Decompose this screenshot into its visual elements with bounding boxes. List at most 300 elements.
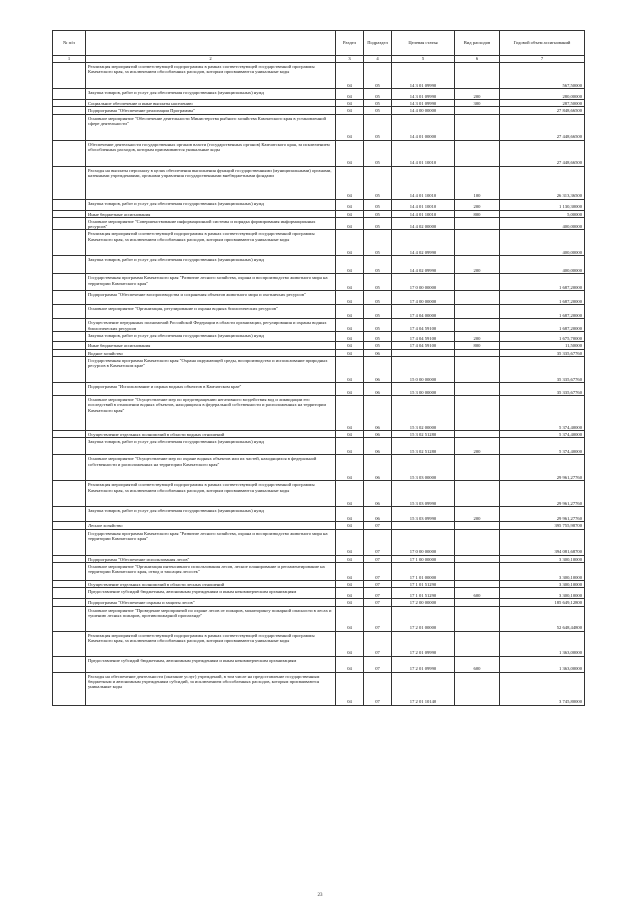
- cell-podrazdel: 05: [364, 217, 392, 230]
- cell-razdel: 04: [336, 89, 364, 100]
- cell-podrazdel: 05: [364, 63, 392, 89]
- cell-vid: 200: [455, 507, 500, 522]
- cell-podrazdel: 05: [364, 210, 392, 217]
- cell-vid: [455, 114, 500, 140]
- cell-razdel: 04: [336, 217, 364, 230]
- cell-number: [53, 522, 86, 529]
- cell-name: Осуществление переданных полномочий Российской Федерации в области организации, регулирования и охраны водных биологических ресурсов: [86, 319, 336, 332]
- cell-name: Закупка товаров, работ и услуг для обеспечения государственных (муниципальных) нужд: [86, 507, 336, 522]
- cell-number: [53, 599, 86, 606]
- table-row: [53, 342, 585, 349]
- cell-razdel: 04: [336, 291, 364, 305]
- cell-razdel: 04: [336, 140, 364, 166]
- cell-vid: 800: [455, 342, 500, 349]
- budget-table: [52, 30, 585, 706]
- cell-razdel: 04: [336, 529, 364, 555]
- cell-razdel: 04: [336, 199, 364, 210]
- table-row: [53, 588, 585, 599]
- table-row: [53, 230, 585, 256]
- cell-vid: [455, 455, 500, 481]
- cell-number: [53, 631, 86, 656]
- table-body: [53, 63, 585, 706]
- cell-amount: 29 961,27760: [500, 455, 585, 481]
- cell-target: 14 4 01 10010: [392, 140, 455, 166]
- cell-vid: 200: [455, 332, 500, 342]
- column-number: 5: [392, 56, 455, 63]
- cell-target: 17 0 00 00000: [392, 529, 455, 555]
- table-row: [53, 529, 585, 555]
- cell-amount: 27 448,66500: [500, 140, 585, 166]
- table-row: [53, 274, 585, 291]
- cell-vid: 600: [455, 588, 500, 599]
- cell-vid: [455, 631, 500, 656]
- cell-name: Основное мероприятие "Осуществление мер по предотвращению негативного воздействия вод и ликвидации его последствий в отношении водных объектов, находящихся в федеральной собственности и расположенных на территории Камчатского края": [86, 396, 336, 431]
- cell-vid: [455, 522, 500, 529]
- cell-target: [392, 522, 455, 529]
- table-row: [53, 507, 585, 522]
- cell-number: [53, 383, 86, 396]
- cell-amount: 27 448,66500: [500, 114, 585, 140]
- cell-target: 15 3 03 09990: [392, 507, 455, 522]
- cell-podrazdel: 05: [364, 319, 392, 332]
- cell-podrazdel: 06: [364, 455, 392, 481]
- cell-podrazdel: 06: [364, 357, 392, 383]
- cell-number: [53, 672, 86, 705]
- cell-vid: [455, 217, 500, 230]
- table-row: [53, 210, 585, 217]
- cell-number: [53, 481, 86, 507]
- cell-number: [53, 357, 86, 383]
- cell-name: Расходы на обеспечение деятельности (оказание услуг) учреждений, в том числе на предоставление государственным бюджетным и автономным учреждениям субсидий, за исключением обособленных расходов, которым присваиваются уникальные коды: [86, 672, 336, 705]
- cell-number: [53, 580, 86, 587]
- cell-target: 14 4 02 09990: [392, 256, 455, 274]
- cell-amount: 287,50000: [500, 100, 585, 107]
- cell-name: Закупка товаров, работ и услуг для обеспечения государственных (муниципальных) нужд: [86, 199, 336, 210]
- cell-target: 14 4 02 09990: [392, 230, 455, 256]
- header-name: [86, 31, 336, 56]
- page-number: 23: [317, 893, 323, 898]
- cell-number: [53, 529, 86, 555]
- cell-podrazdel: 05: [364, 291, 392, 305]
- cell-vid: 100: [455, 166, 500, 199]
- table-row: [53, 89, 585, 100]
- cell-number: [53, 107, 86, 114]
- cell-target: 17 1 01 51290: [392, 580, 455, 587]
- cell-amount: 1 675,70000: [500, 332, 585, 342]
- cell-amount: 567,50000: [500, 63, 585, 89]
- cell-amount: 400,00000: [500, 230, 585, 256]
- cell-number: [53, 431, 86, 438]
- cell-vid: [455, 396, 500, 431]
- header-row: [53, 31, 585, 56]
- cell-podrazdel: 05: [364, 89, 392, 100]
- header-podrazdel: Подраздел: [364, 31, 392, 56]
- cell-name: Основное мероприятие "Осуществление мер по охране водных объектов или их частей, находящихся в федеральной собственности и расположенных на территории Камчатского края": [86, 455, 336, 481]
- cell-razdel: 04: [336, 256, 364, 274]
- cell-razdel: 04: [336, 672, 364, 705]
- cell-target: 14 3 01 09990: [392, 63, 455, 89]
- cell-amount: 5 374,40000: [500, 431, 585, 438]
- cell-razdel: 04: [336, 656, 364, 672]
- cell-vid: 200: [455, 438, 500, 455]
- cell-podrazdel: 05: [364, 332, 392, 342]
- cell-name: Подпрограмма "Обеспечение использования лесов": [86, 555, 336, 562]
- cell-amount: 394 081,68700: [500, 529, 585, 555]
- table-row: [53, 107, 585, 114]
- cell-name: Предоставление субсидий бюджетным, автономным учреждениям и иным некоммерческим организациям: [86, 588, 336, 599]
- cell-number: [53, 166, 86, 199]
- cell-target: 14 3 01 09990: [392, 89, 455, 100]
- cell-amount: 29 961,27760: [500, 507, 585, 522]
- cell-podrazdel: 07: [364, 588, 392, 599]
- cell-name: Реализация мероприятий соответствующей подпрограммы в рамках соответствующей государственной программы Камчатского края, за исключением обособленных расходов, которым присваиваются уникальные коды: [86, 481, 336, 507]
- cell-razdel: 04: [336, 305, 364, 319]
- cell-amount: 280,00000: [500, 89, 585, 100]
- cell-vid: [455, 291, 500, 305]
- cell-number: [53, 291, 86, 305]
- cell-number: [53, 507, 86, 522]
- cell-name: Подпрограмма "Обеспечение реализации Программы": [86, 107, 336, 114]
- table-row: [53, 166, 585, 199]
- cell-target: 14 4 01 00000: [392, 114, 455, 140]
- cell-name: Государственная программа Камчатского края "Развитие лесного хозяйства, охрана и воспроизводство животного мира на территории Камчатского края": [86, 529, 336, 555]
- cell-target: 14 4 02 00000: [392, 217, 455, 230]
- cell-number: [53, 332, 86, 342]
- cell-razdel: 04: [336, 357, 364, 383]
- cell-target: 15 3 03 00000: [392, 455, 455, 481]
- cell-number: [53, 210, 86, 217]
- cell-amount: 1 687,20000: [500, 319, 585, 332]
- cell-number: [53, 140, 86, 166]
- cell-amount: 3 300,10000: [500, 562, 585, 580]
- cell-name: Государственная программа Камчатского края "Охрана окружающей среды, воспроизводство и использование природных ресурсов в Камчатском крае": [86, 357, 336, 383]
- cell-amount: 3 300,10000: [500, 555, 585, 562]
- cell-razdel: 04: [336, 166, 364, 199]
- cell-target: 17 2 01 00000: [392, 606, 455, 631]
- cell-amount: 27 848,66500: [500, 107, 585, 114]
- cell-name: Социальное обеспечение и иные выплаты населению: [86, 100, 336, 107]
- cell-vid: 200: [455, 256, 500, 274]
- cell-podrazdel: 05: [364, 100, 392, 107]
- cell-razdel: 04: [336, 580, 364, 587]
- column-number: 4: [364, 56, 392, 63]
- cell-name: Основное мероприятие "Обеспечение деятельности Министерства рыбного хозяйства Камчатского края в установленной сфере деятельности": [86, 114, 336, 140]
- cell-podrazdel: 07: [364, 555, 392, 562]
- table-row: [53, 63, 585, 89]
- budget-table-sheet: [52, 30, 584, 706]
- cell-vid: [455, 383, 500, 396]
- cell-vid: 200: [455, 199, 500, 210]
- cell-amount: 1 687,20000: [500, 274, 585, 291]
- cell-target: 14 4 01 10010: [392, 199, 455, 210]
- cell-vid: 200: [455, 89, 500, 100]
- cell-podrazdel: 06: [364, 431, 392, 438]
- cell-name: Осуществление отдельных полномочий в области лесных отношений: [86, 580, 336, 587]
- cell-amount: 35 335,67760: [500, 357, 585, 383]
- cell-podrazdel: 05: [364, 256, 392, 274]
- table-row: [53, 217, 585, 230]
- cell-podrazdel: 06: [364, 507, 392, 522]
- column-number: 3: [336, 56, 364, 63]
- cell-vid: [455, 555, 500, 562]
- cell-number: [53, 562, 86, 580]
- table-row: [53, 305, 585, 319]
- cell-podrazdel: 05: [364, 140, 392, 166]
- cell-amount: 5 374,40000: [500, 438, 585, 455]
- cell-target: 14 4 01 10010: [392, 210, 455, 217]
- cell-name: Лесное хозяйство: [86, 522, 336, 529]
- table-row: [53, 522, 585, 529]
- table-row: [53, 349, 585, 356]
- cell-name: Подпрограмма "Использование и охрана водных объектов в Камчатском крае": [86, 383, 336, 396]
- cell-vid: [455, 140, 500, 166]
- cell-name: Подпрограмма "Обеспечение охраны и защиты лесов": [86, 599, 336, 606]
- cell-podrazdel: 06: [364, 481, 392, 507]
- cell-name: Закупка товаров, работ и услуг для обеспечения государственных (муниципальных) нужд: [86, 89, 336, 100]
- cell-razdel: 04: [336, 599, 364, 606]
- cell-number: [53, 588, 86, 599]
- cell-razdel: 04: [336, 431, 364, 438]
- cell-amount: 35 335,67760: [500, 383, 585, 396]
- cell-target: 17 0 00 00000: [392, 274, 455, 291]
- cell-number: [53, 438, 86, 455]
- table-row: [53, 357, 585, 383]
- cell-razdel: 04: [336, 396, 364, 431]
- table-row: [53, 481, 585, 507]
- table-row: [53, 580, 585, 587]
- header-vid: Вид расходов: [455, 31, 500, 56]
- cell-razdel: 04: [336, 107, 364, 114]
- cell-target: 17 2 01 09990: [392, 656, 455, 672]
- cell-amount: 1 687,20000: [500, 305, 585, 319]
- cell-razdel: 04: [336, 332, 364, 342]
- cell-vid: [455, 431, 500, 438]
- cell-name: Закупка товаров, работ и услуг для обеспечения государственных (муниципальных) нужд: [86, 438, 336, 455]
- table-row: [53, 555, 585, 562]
- table-row: [53, 383, 585, 396]
- cell-name: Основное мероприятие "Совершенствование информационной системы и порядка формирования информационных ресурсов": [86, 217, 336, 230]
- column-number: 7: [500, 56, 585, 63]
- cell-target: 15 3 02 00000: [392, 396, 455, 431]
- cell-razdel: 04: [336, 100, 364, 107]
- cell-vid: [455, 529, 500, 555]
- cell-target: 15 3 02 51280: [392, 438, 455, 455]
- cell-name: Водное хозяйство: [86, 349, 336, 356]
- table-row: [53, 672, 585, 705]
- cell-number: [53, 606, 86, 631]
- cell-razdel: 04: [336, 319, 364, 332]
- cell-name: Основное мероприятие "Проведение мероприятий по охране лесов от пожаров, мониторингу пожарной опасности в лесах и тушению лесных пожаров, противопожарной пропаганде": [86, 606, 336, 631]
- cell-razdel: 04: [336, 349, 364, 356]
- cell-razdel: 04: [336, 210, 364, 217]
- cell-podrazdel: 05: [364, 114, 392, 140]
- cell-name: Иные бюджетные ассигнования: [86, 210, 336, 217]
- cell-podrazdel: 05: [364, 274, 392, 291]
- cell-podrazdel: 06: [364, 396, 392, 431]
- table-row: [53, 656, 585, 672]
- cell-vid: [455, 562, 500, 580]
- cell-razdel: 04: [336, 507, 364, 522]
- cell-name: Иные бюджетные ассигнования: [86, 342, 336, 349]
- cell-amount: 395 755,98700: [500, 522, 585, 529]
- cell-podrazdel: 07: [364, 599, 392, 606]
- cell-amount: 1 687,20000: [500, 291, 585, 305]
- cell-number: [53, 217, 86, 230]
- cell-amount: 11,50000: [500, 342, 585, 349]
- cell-name: Предоставление субсидий бюджетным, автономным учреждениям и иным некоммерческим организациям: [86, 656, 336, 672]
- cell-number: [53, 396, 86, 431]
- cell-vid: [455, 481, 500, 507]
- cell-vid: [455, 319, 500, 332]
- cell-name: Реализация мероприятий соответствующей подпрограммы в рамках соответствующей государственной программы Камчатского края, за исключением обособленных расходов, которым присваиваются уникальные коды: [86, 631, 336, 656]
- cell-vid: [455, 63, 500, 89]
- cell-podrazdel: 07: [364, 562, 392, 580]
- header-amount: Годовой объем ассигнований: [500, 31, 585, 56]
- cell-number: [53, 100, 86, 107]
- cell-razdel: 04: [336, 438, 364, 455]
- table-row: [53, 562, 585, 580]
- cell-razdel: 04: [336, 588, 364, 599]
- cell-target: 17 1 01 51290: [392, 588, 455, 599]
- cell-amount: 26 313,36500: [500, 166, 585, 199]
- cell-vid: 600: [455, 656, 500, 672]
- column-number-row: [53, 56, 585, 63]
- cell-podrazdel: 05: [364, 305, 392, 319]
- cell-razdel: 04: [336, 274, 364, 291]
- column-number: 1: [53, 56, 86, 63]
- cell-number: [53, 89, 86, 100]
- cell-razdel: 04: [336, 342, 364, 349]
- table-row: [53, 431, 585, 438]
- cell-vid: 800: [455, 210, 500, 217]
- cell-podrazdel: 07: [364, 672, 392, 705]
- cell-target: 17 4 04 59100: [392, 319, 455, 332]
- cell-amount: 5,00000: [500, 210, 585, 217]
- cell-podrazdel: 06: [364, 383, 392, 396]
- cell-target: 15 3 00 00000: [392, 383, 455, 396]
- cell-vid: [455, 606, 500, 631]
- cell-amount: 1 130,30000: [500, 199, 585, 210]
- cell-podrazdel: 07: [364, 656, 392, 672]
- cell-number: [53, 256, 86, 274]
- cell-amount: 3 300,10000: [500, 580, 585, 587]
- cell-number: [53, 555, 86, 562]
- cell-target: 17 4 04 59100: [392, 342, 455, 349]
- cell-target: 14 3 01 09990: [392, 100, 455, 107]
- table-row: [53, 332, 585, 342]
- cell-razdel: 04: [336, 606, 364, 631]
- cell-number: [53, 274, 86, 291]
- cell-name: Закупка товаров, работ и услуг для обеспечения государственных (муниципальных) нужд: [86, 332, 336, 342]
- cell-number: [53, 63, 86, 89]
- cell-vid: [455, 599, 500, 606]
- cell-vid: [455, 107, 500, 114]
- table-row: [53, 599, 585, 606]
- cell-vid: [455, 230, 500, 256]
- cell-name: Основное мероприятие "Организация, регулирование и охрана водных биологических ресурсов": [86, 305, 336, 319]
- cell-vid: [455, 357, 500, 383]
- cell-amount: 29 961,27760: [500, 481, 585, 507]
- cell-target: 17 2 01 09990: [392, 631, 455, 656]
- cell-name: Реализация мероприятий соответствующей подпрограммы в рамках соответствующей государственной программы Камчатского края, за исключением обособленных расходов, которым присваиваются уникальные коды: [86, 63, 336, 89]
- cell-amount: 5 374,40000: [500, 396, 585, 431]
- table-row: [53, 396, 585, 431]
- cell-target: 17 4 04 59100: [392, 332, 455, 342]
- cell-podrazdel: 06: [364, 349, 392, 356]
- table-row: [53, 455, 585, 481]
- header-razdel: Раздел: [336, 31, 364, 56]
- cell-amount: 35 335,67760: [500, 349, 585, 356]
- cell-number: [53, 319, 86, 332]
- column-number: 6: [455, 56, 500, 63]
- cell-number: [53, 230, 86, 256]
- cell-number: [53, 199, 86, 210]
- cell-razdel: 04: [336, 63, 364, 89]
- cell-number: [53, 114, 86, 140]
- cell-razdel: 04: [336, 383, 364, 396]
- cell-razdel: 04: [336, 562, 364, 580]
- cell-podrazdel: 05: [364, 107, 392, 114]
- cell-podrazdel: 07: [364, 631, 392, 656]
- cell-podrazdel: 07: [364, 606, 392, 631]
- cell-number: [53, 656, 86, 672]
- cell-name: Основное мероприятие "Организация интенсивного использования лесов, лесное планирование и регламентирование на территории Камчатского края, отвод и таксация лесосек": [86, 562, 336, 580]
- cell-target: 17 2 00 00000: [392, 599, 455, 606]
- cell-podrazdel: 05: [364, 166, 392, 199]
- cell-vid: [455, 672, 500, 705]
- cell-name: Расходы на выплаты персоналу в целях обеспечения выполнения функций государственными (муниципальными) органами, казенными учреждениями, органами управления государственными внебюджетными фондами: [86, 166, 336, 199]
- table-row: [53, 140, 585, 166]
- cell-name: Подпрограмма "Обеспечение воспроизводства и сохранения объектов животного мира и охотничьих ресурсов": [86, 291, 336, 305]
- cell-razdel: 04: [336, 555, 364, 562]
- cell-target: 17 1 00 00000: [392, 555, 455, 562]
- cell-vid: [455, 580, 500, 587]
- cell-podrazdel: 06: [364, 438, 392, 455]
- cell-amount: 52 648,44800: [500, 606, 585, 631]
- cell-name: Осуществление отдельных полномочий в области водных отношений: [86, 431, 336, 438]
- table-row: [53, 438, 585, 455]
- cell-podrazdel: 07: [364, 529, 392, 555]
- column-number: 2: [86, 56, 336, 63]
- header-target: Целевая статья: [392, 31, 455, 56]
- cell-razdel: 04: [336, 230, 364, 256]
- cell-podrazdel: 07: [364, 522, 392, 529]
- cell-target: 15 0 00 00000: [392, 357, 455, 383]
- table-row: [53, 114, 585, 140]
- cell-amount: 185 649,12800: [500, 599, 585, 606]
- cell-razdel: 04: [336, 455, 364, 481]
- cell-amount: 400,00000: [500, 217, 585, 230]
- cell-vid: [455, 349, 500, 356]
- table-row: [53, 199, 585, 210]
- cell-target: 15 3 03 09990: [392, 481, 455, 507]
- cell-number: [53, 342, 86, 349]
- cell-amount: 3 300,10000: [500, 588, 585, 599]
- cell-target: 17 4 00 00000: [392, 291, 455, 305]
- cell-target: 17 4 04 00000: [392, 305, 455, 319]
- cell-number: [53, 349, 86, 356]
- table-row: [53, 606, 585, 631]
- cell-podrazdel: 05: [364, 199, 392, 210]
- cell-razdel: 04: [336, 481, 364, 507]
- cell-amount: 3 745,80000: [500, 672, 585, 705]
- cell-razdel: 04: [336, 522, 364, 529]
- table-row: [53, 291, 585, 305]
- cell-number: [53, 305, 86, 319]
- cell-name: Закупка товаров, работ и услуг для обеспечения государственных (муниципальных) нужд: [86, 256, 336, 274]
- cell-razdel: 04: [336, 114, 364, 140]
- cell-amount: 400,00000: [500, 256, 585, 274]
